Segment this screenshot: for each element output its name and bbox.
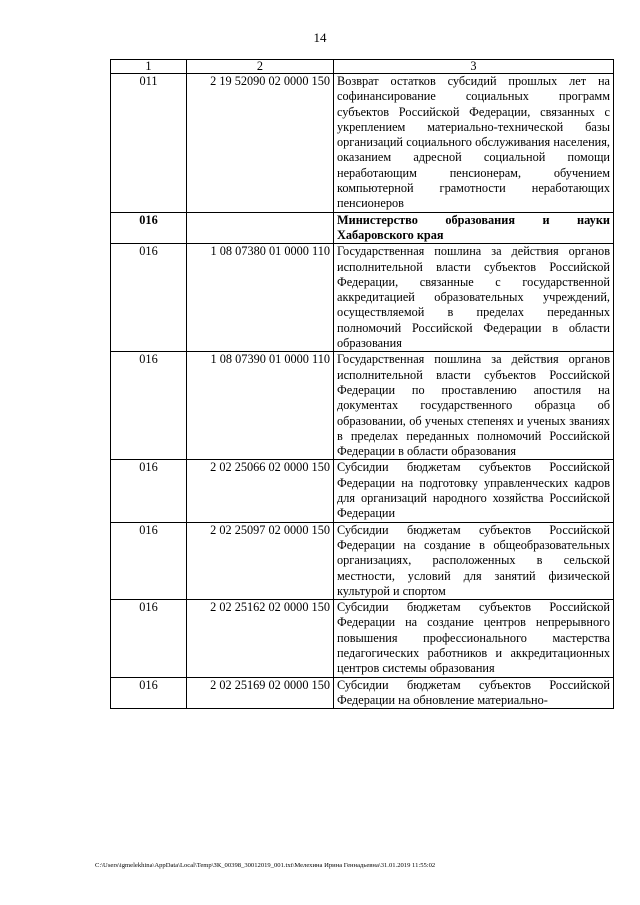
header-col-3: 3 bbox=[334, 60, 614, 74]
admin-code-cell: 016 bbox=[111, 677, 187, 709]
revenue-code-cell: 2 02 25162 02 0000 150 bbox=[187, 600, 334, 677]
table-row bbox=[111, 600, 614, 677]
admin-code-cell: 016 bbox=[111, 352, 187, 460]
table-row bbox=[111, 212, 614, 244]
revenue-code-cell bbox=[187, 212, 334, 244]
header-col-2: 2 bbox=[187, 60, 334, 74]
table-row bbox=[111, 677, 614, 709]
header-col-1: 1 bbox=[111, 60, 187, 74]
admin-code-cell: 016 bbox=[111, 244, 187, 352]
revenue-code-cell: 1 08 07390 01 0000 110 bbox=[187, 352, 334, 460]
revenue-name-cell: Государственная пошлина за действия органов исполнительной власти субъектов Российской Федерации, связанные с государственной аккредитацией образовательных учреждений, осуществляемой в пределах переданных полномочий Российской Федерации в области образования bbox=[334, 244, 614, 352]
revenue-name-cell: Государственная пошлина за действия органов исполнительной власти субъектов Российской Федерации по проставлению апостиля на документах государственного образца об образовании, об ученых степенях и ученых званиях в пределах переданных полномочий Российской Федерации в области образования bbox=[334, 352, 614, 460]
admin-code-cell: 016 bbox=[111, 600, 187, 677]
table-row bbox=[111, 460, 614, 522]
revenue-name-cell: Субсидии бюджетам субъектов Российской Федерации на подготовку управленческих кадров для организаций народного хозяйства Российской Федерации bbox=[334, 460, 614, 522]
admin-code-cell: 016 bbox=[111, 212, 187, 244]
admin-code-cell: 011 bbox=[111, 74, 187, 213]
admin-code-cell: 016 bbox=[111, 522, 187, 599]
revenue-name-cell: Министерство образования и науки Хабаровского края bbox=[334, 212, 614, 244]
file-path-footer: C:\Users\igmelekhina\AppData\Local\Temp\ЗК_00398_30012019_001.txt\Мелехина Ирина Геннадьевна\31.01.2019 11:55:02 bbox=[95, 862, 436, 869]
table-row bbox=[111, 74, 614, 213]
admin-code-cell: 016 bbox=[111, 460, 187, 522]
revenue-code-cell: 2 19 52090 02 0000 150 bbox=[187, 74, 334, 213]
table-header-row bbox=[111, 60, 614, 74]
revenue-name-cell: Возврат остатков субсидий прошлых лет на софинансирование социальных программ субъектов Российской Федерации, связанных с укреплением материально-технической базы организаций социального обслуживания населения, оказанием адресной социальной помощи неработающим пенсионерам, обучением компьютерной грамотности неработающих пенсионеров bbox=[334, 74, 614, 213]
revenue-code-cell: 2 02 25066 02 0000 150 bbox=[187, 460, 334, 522]
revenue-name-cell: Субсидии бюджетам субъектов Российской Федерации на создание в общеобразовательных организациях, расположенных в сельской местности, условий для занятий физической культурой и спортом bbox=[334, 522, 614, 599]
table-row bbox=[111, 352, 614, 460]
revenue-code-cell: 2 02 25097 02 0000 150 bbox=[187, 522, 334, 599]
table-row bbox=[111, 244, 614, 352]
revenue-code-cell: 1 08 07380 01 0000 110 bbox=[187, 244, 334, 352]
revenue-name-cell: Субсидии бюджетам субъектов Российской Федерации на обновление материально- bbox=[334, 677, 614, 709]
budget-codes-table bbox=[110, 59, 614, 709]
table-row bbox=[111, 522, 614, 599]
revenue-code-cell: 2 02 25169 02 0000 150 bbox=[187, 677, 334, 709]
revenue-name-cell: Субсидии бюджетам субъектов Российской Федерации на создание центров непрерывного повышения профессионального мастерства педагогических работников и аккредитационных центров системы образования bbox=[334, 600, 614, 677]
page-number: 14 bbox=[313, 30, 327, 45]
